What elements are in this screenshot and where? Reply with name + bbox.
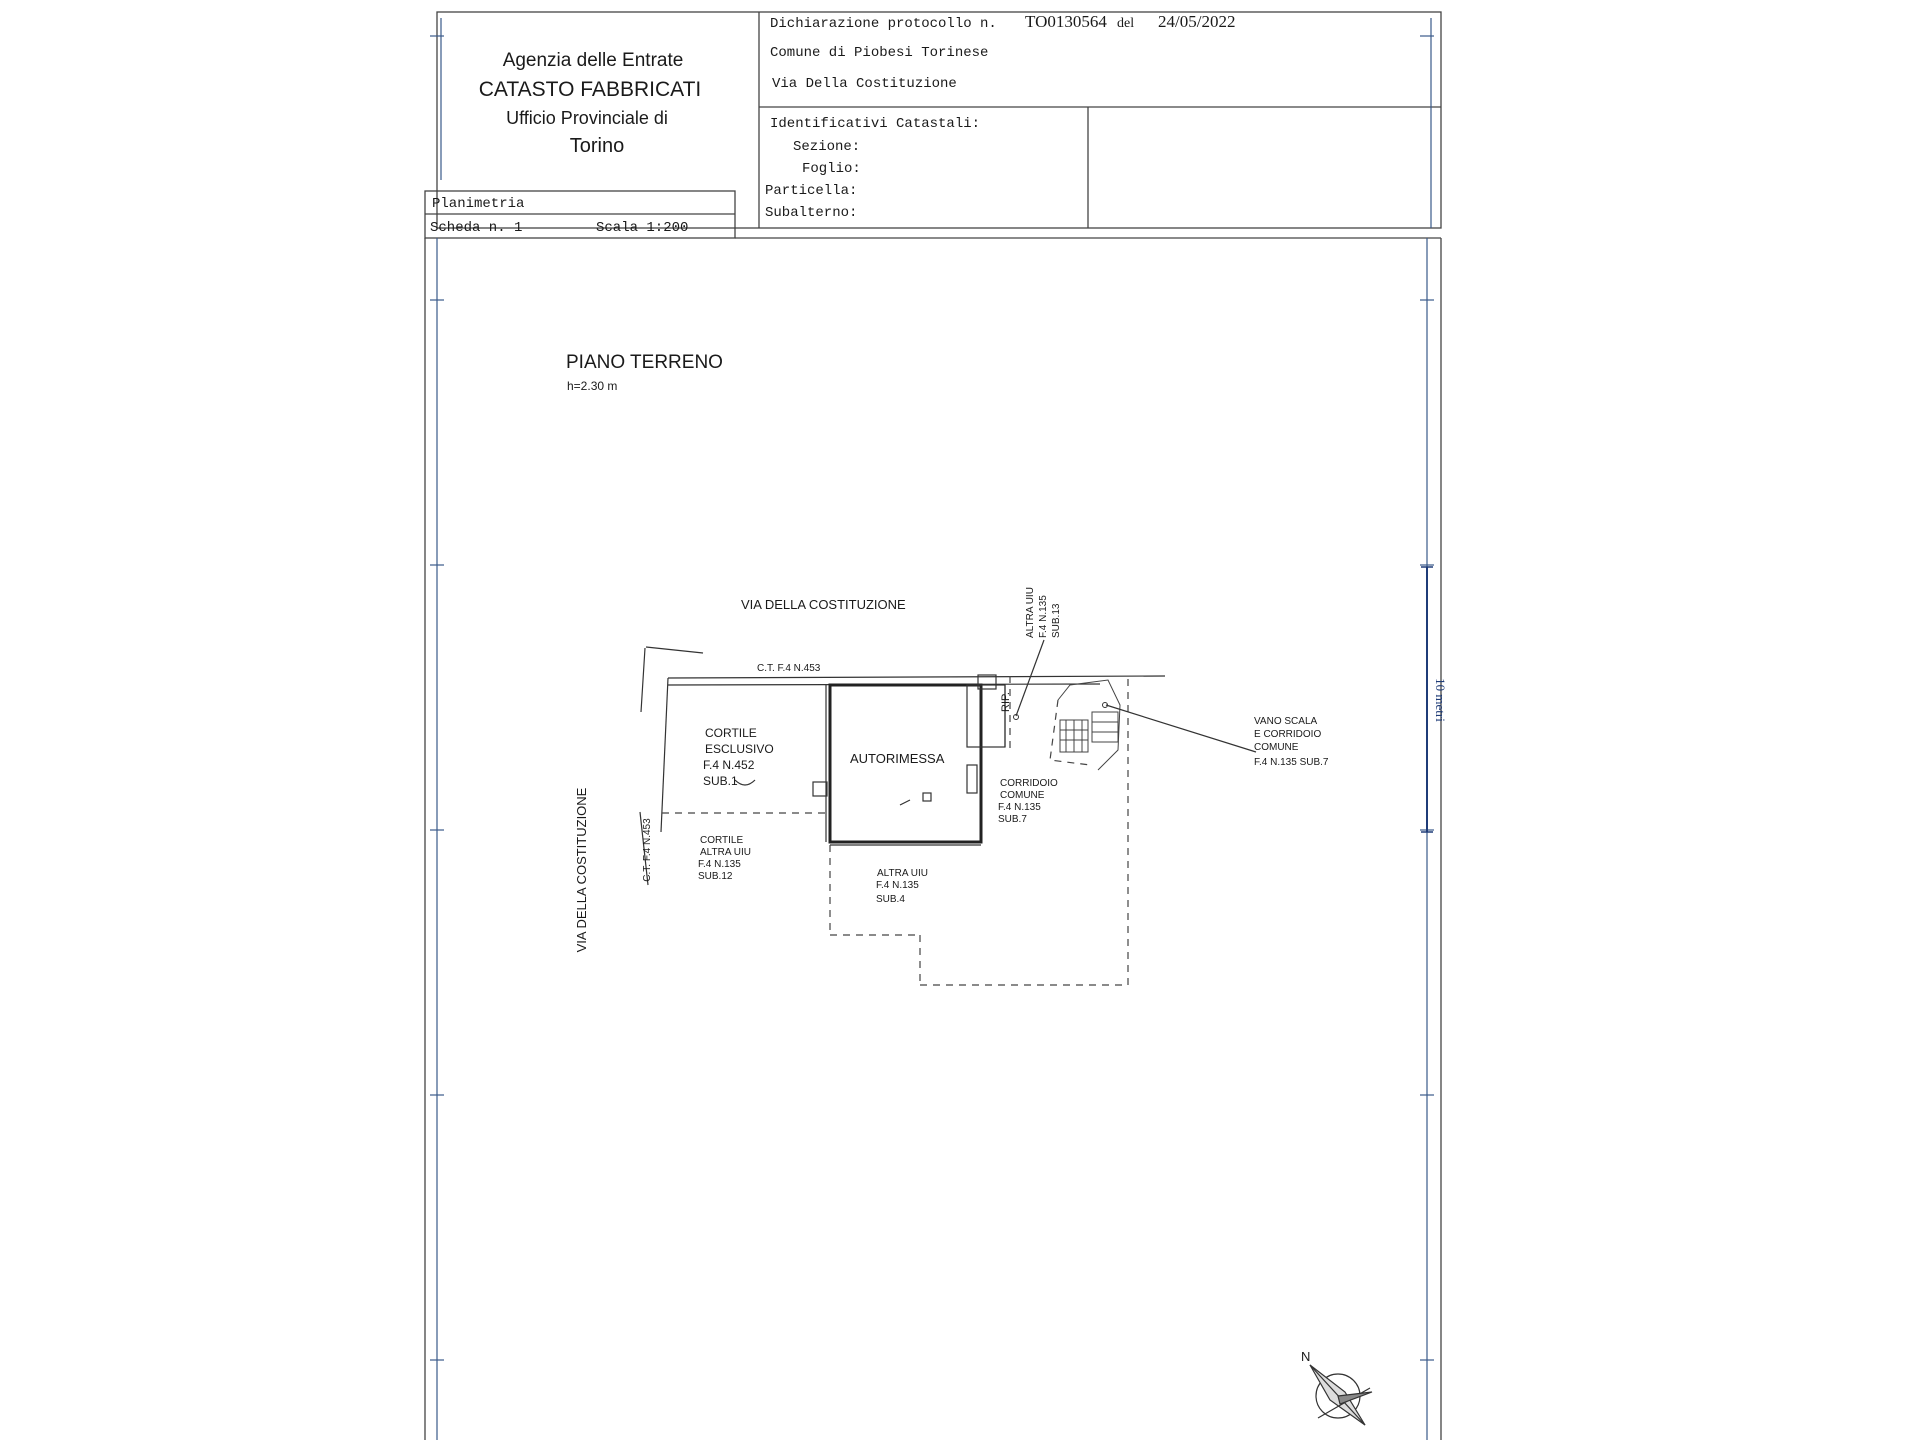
catasto-title: CATASTO FABBRICATI	[478, 78, 702, 101]
declaration-label: Dichiarazione protocollo n.	[770, 16, 997, 32]
cortile-esclusivo-label	[703, 726, 774, 788]
svg-text:ALTRA UIU: ALTRA UIU	[700, 847, 751, 858]
altra-uiu-4-label	[876, 868, 928, 905]
autorimessa-label: AUTORIMESSA	[850, 751, 945, 766]
scale-bar-label: 10 metri	[1433, 678, 1448, 722]
svg-text:COMUNE: COMUNE	[1000, 790, 1045, 801]
svg-text:F.4 N.452: F.4 N.452	[703, 758, 755, 772]
svg-text:F.4 N.135: F.4 N.135	[1038, 595, 1049, 638]
svg-text:F.4 N.135: F.4 N.135	[698, 859, 741, 870]
svg-text:SUB.1: SUB.1	[703, 774, 738, 788]
date-value: 24/05/2022	[1158, 12, 1236, 31]
date-label: del	[1117, 16, 1135, 31]
floor-plan	[640, 640, 1256, 985]
svg-text:E CORRIDOIO: E CORRIDOIO	[1254, 729, 1322, 740]
svg-text:SUB.4: SUB.4	[876, 894, 905, 905]
particella-label: Particella:	[765, 183, 858, 199]
subalterno-label: Subalterno:	[765, 205, 858, 221]
sezione-label: Sezione:	[793, 139, 861, 155]
ct-left-label: C.T. F.4 N.453	[642, 818, 653, 882]
floor-title: PIANO TERRENO	[566, 352, 723, 373]
protocol-number: TO0130564	[1025, 12, 1107, 31]
floor-height: h=2.30 m	[567, 379, 618, 393]
foglio-label: Foglio:	[802, 161, 861, 177]
comune-name: Comune di Piobesi Torinese	[770, 45, 989, 61]
vano-scala-label	[1254, 716, 1329, 768]
ct-top-label: C.T. F.4 N.453	[757, 663, 821, 674]
rip-label: RIP.	[1000, 692, 1012, 712]
street-top-label: VIA DELLA COSTITUZIONE	[741, 597, 906, 612]
svg-text:F.4 N.135: F.4 N.135	[876, 880, 919, 891]
scala-label: Scala 1:200	[596, 220, 689, 236]
ufficio-label: Ufficio Provinciale di	[506, 108, 668, 128]
planimetria-label: Planimetria	[432, 196, 525, 212]
svg-text:F.4 N.135: F.4 N.135	[998, 802, 1041, 813]
svg-text:CORTILE: CORTILE	[705, 726, 757, 740]
street-left-label: VIA DELLA COSTITUZIONE	[574, 787, 589, 953]
scale-bar	[1421, 567, 1433, 832]
svg-text:ESCLUSIVO: ESCLUSIVO	[705, 742, 774, 756]
altra-uiu-13-label	[1025, 587, 1062, 638]
ufficio-city: Torino	[569, 135, 625, 157]
svg-text:SUB.12: SUB.12	[698, 871, 733, 882]
svg-text:SUB.13: SUB.13	[1051, 603, 1062, 638]
svg-text:SUB.7: SUB.7	[998, 814, 1027, 825]
svg-text:ALTRA UIU: ALTRA UIU	[1025, 587, 1036, 638]
corridoio-comune-label	[998, 778, 1058, 825]
svg-text:CORTILE: CORTILE	[700, 835, 744, 846]
svg-text:VANO SCALA: VANO SCALA	[1254, 716, 1318, 727]
svg-text:CORRIDOIO: CORRIDOIO	[1000, 778, 1058, 789]
identifiers-label: Identificativi Catastali:	[770, 116, 981, 132]
cortile-altra-label	[698, 835, 751, 882]
scheda-label: Scheda n. 1	[430, 220, 523, 236]
address: Via Della Costituzione	[772, 76, 957, 92]
north-label: N	[1301, 1349, 1311, 1364]
svg-text:F.4 N.135 SUB.7: F.4 N.135 SUB.7	[1254, 757, 1329, 768]
svg-text:ALTRA UIU: ALTRA UIU	[877, 868, 928, 879]
agency-name: Agenzia delle Entrate	[502, 50, 684, 71]
north-arrow-icon	[1310, 1365, 1372, 1425]
svg-text:COMUNE: COMUNE	[1254, 742, 1299, 753]
